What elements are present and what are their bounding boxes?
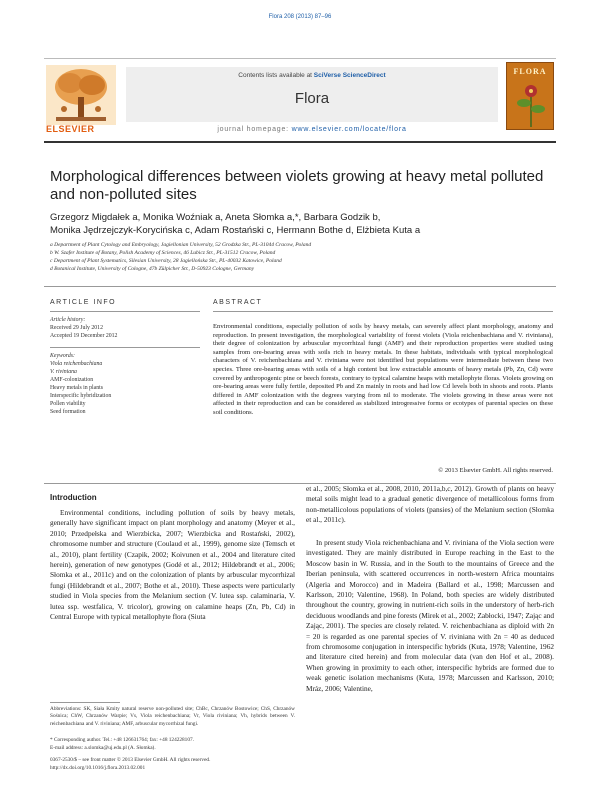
journal-reference[interactable]: Flora 208 (2013) 87–96 xyxy=(268,14,332,20)
keyword: Pollen viability xyxy=(50,401,86,407)
affiliation: c Department of Plant Systematics, Silesian University, 28 Jagiellońska Str., PL-40032 Katowice, Poland xyxy=(50,258,282,264)
keyword: Heavy metals in plants xyxy=(50,385,103,391)
publisher-logo-text: ELSEVIER xyxy=(46,124,95,134)
keyword: Interspecific hybridization xyxy=(50,393,112,399)
intro-left-paragraph: Environmental conditions, including pollution of soils by heavy metals, generally have significant impact on plant morphology and anatomy (Meyer et al., 2010; Przedpełska and Wierzbicka, 2007; Wierzbicka and Rostański, 2002), chromosome number and structure (Coulaud et al., 1999), genome size (Temsch et al., 2010), plant fertility (Czapik, 2002; Koivunen et al., 2004 and literature cited herein), generation of new genotypes (Godé et al., 2012; Hildebrandt et al., 2006; Słomka et al., 2011c) and on the colonization of plants by arbuscular mycorrhizal fungi (Hildebrandt et al., 2007; Bothe et al., 2010). These aspects were particularly studied in Viola species from the Melanium section (V. lutea ssp. calaminaria, V. lutea ssp. westfalica, V. tricolor), growing on calamine heaps (Zn, Pb, Cd) in Central Europe with typical metallophyte flora (Siuta xyxy=(50,508,295,622)
keywords-label: Keywords: xyxy=(50,353,75,359)
affiliations xyxy=(50,241,550,273)
footnote-rule xyxy=(50,702,120,703)
contents-line xyxy=(126,72,498,79)
doi-link[interactable]: http://dx.doi.org/10.1016/j.flora.2013.02.001 xyxy=(50,765,146,771)
keyword: AMF-colonization xyxy=(50,377,94,383)
email-text[interactable]: E-mail address: a.slomka@uj.edu.pl (A. Słomka). xyxy=(50,745,156,751)
cover-plant-illustration xyxy=(508,77,554,129)
abstract-heading: ABSTRACT xyxy=(213,299,263,306)
keyword: Viola reichenbachiana xyxy=(50,361,103,367)
abstract-copyright: © 2013 Elsevier GmbH. All rights reserved. xyxy=(438,467,553,474)
abstract-text: Environmental conditions, especially pollution of soils by heavy metals, can severely affect plant morphology, anatomy and reproduction. In present investigation, the morphological variability of forest violets (Viola reichenbachiana and V. riviniana), their degree of colonization by arbuscular mycorrhizal fungi (AMF) and their reproduction properties were studied using samples from ore-bearing areas with soils rich in heavy metals. In these habitats, individuals with typical morphological characters of V. reichenbachiana and V. riviniana were not identified but populations were intermediate between these two species. Three ore-bearing areas with soils of a high content but low extractable amounts of heavy metals (Pb, Zn, Cd) were covered by anthropogenic pine or beech forests, contrary to typical calamine heaps with metallophyte floras. Violets growing on ore-bearing areas were fully fertile, deposited Pb and Zn mainly in roots and had low Cd levels both in shoots and roots. Plants differed in AMF colonization with the degrees varying from nil to moderate. The violets growing in these areas were not affected in their reproduction and can be considered as stabilized introgressive forms or ecotypes of parental species on these soil conditions. xyxy=(213,323,553,416)
article-title: Morphological differences between violets growing at heavy metal polluted and non-polluted sites xyxy=(50,168,544,203)
journal-cover-image xyxy=(506,62,554,130)
journal-name: Flora xyxy=(294,90,330,107)
keywords-rule xyxy=(50,347,200,348)
homepage-link[interactable]: www.elsevier.com/locate/flora xyxy=(291,126,407,133)
sciencedirect-link[interactable]: SciVerse ScienceDirect xyxy=(313,72,386,79)
homepage-line xyxy=(126,126,498,133)
history-label: Article history: xyxy=(50,317,86,323)
cover-title: FLORA xyxy=(513,67,547,76)
elsevier-tree-logo xyxy=(46,62,116,128)
authors-line-2: Monika Jędrzejczyk-Korycińska c, Adam Rostański c, Hermann Bothe d, Elżbieta Kuta a xyxy=(50,225,421,236)
header-rule xyxy=(44,141,556,143)
affiliation: b W. Szafer Institute of Botany, Polish Academy of Sciences, 46 Lubicz Str., PL-31512 Cracow, Poland xyxy=(50,250,276,256)
abbreviations-footnote: Abbreviations: SK, Siała Kmity natural reserve non-polluted site; ChBc, Chrzanów Bostowice; ChS, Chrzanów Sośnica; ChW, Chrzanów Warpie; Vs, Viola reichenbachiana; Vr, Viola riviniana; Vh, hybrids between V. reichenbachiana and V. riviniana; AMF, arbuscular mycorrhizal fungi. xyxy=(50,706,295,727)
contents-prefix: Contents lists available at xyxy=(238,72,314,79)
email-footnote xyxy=(50,745,295,752)
intro-right-paragraph-1: et al., 2005; Słomka et al., 2008, 2010, 2011a,b,c, 2012). Growth of plants on heavy metal soils might lead to a gradual genetic divergence of metallicolous forms from non-metallicolous populations of violets (pansies) of the Melanium section (Słomka et al., 2011c). xyxy=(306,484,554,525)
author-list xyxy=(50,211,550,237)
article-info-rule xyxy=(50,311,200,312)
authors-line-1: Grzegorz Migdałek a, Monika Woźniak a, Aneta Słomka a,*, Barbara Godzik b, xyxy=(50,212,381,223)
issn-line: 0367-2530/$ – see front matter © 2013 Elsevier GmbH. All rights reserved. xyxy=(50,757,211,763)
affiliation-divider xyxy=(44,286,556,287)
homepage-prefix: journal homepage: xyxy=(217,126,292,133)
accepted-date: Accepted 19 December 2012 xyxy=(50,333,118,339)
affiliation: d Botanical Institute, University of Cologne, 47b Zülpicher Str., D-50923 Cologne, Germany xyxy=(50,266,255,272)
abstract-rule xyxy=(213,311,553,312)
article-info-heading: ARTICLE INFO xyxy=(50,299,117,306)
keyword: V. riviniana xyxy=(50,369,77,375)
keywords-block xyxy=(50,352,200,416)
corresponding-author: * Corresponding author. Tel.: +48 126631764; fax: +48 124228107. xyxy=(50,737,194,743)
article-history xyxy=(50,316,200,340)
intro-right-paragraph-2: In present study Viola reichenbachiana and V. riviniana of the Viola section were investigated. They are mainly distributed in Europe reaching in the East to the Moscow basin in W. Russia, and in the South to the mountains of Greece and the Iberian peninsula, with scattered occurrences in north-western Africa mountains (Algeria and Morocco) and in Madeira (Ballard et al., 1998; Marcussen and Karlsson, 2010; Valentine, 1968). In Poland, both species are widely distributed throughout the country, growing in nutrient-rich soils in the understory of herb-rich deciduous woodlands and pine forests (Mirek et al., 2002; Zabłocki, 1947; Zając and Zając, 2001). The species are closely related. V. reichenbachiana as diploid with 2n = 20 is regarded as one parental species of V. riviniana with 2n = 40 as deduced from chromosome conjugation in interspecific hybrids (Kuta, 1978; Valentine, 1962 and literature cited herein) and from molecular data (van den Hof et al., 2008). When growing in proximity to each other, interspecific hybrids are formed due to weak genetic isolation mechanisms (Kuta, 1978; Marcussen and Karlsson, 2010; Mráz, 2006; Valentine, xyxy=(306,538,554,693)
affiliation: a Department of Plant Cytology and Embryology, Jagiellonian University, 52 Grodzka Str., PL-31044 Cracow, Poland xyxy=(50,242,312,248)
introduction-heading: Introduction xyxy=(50,493,97,502)
keyword: Seed formation xyxy=(50,409,86,415)
received-date: Received 29 July 2012 xyxy=(50,325,103,331)
